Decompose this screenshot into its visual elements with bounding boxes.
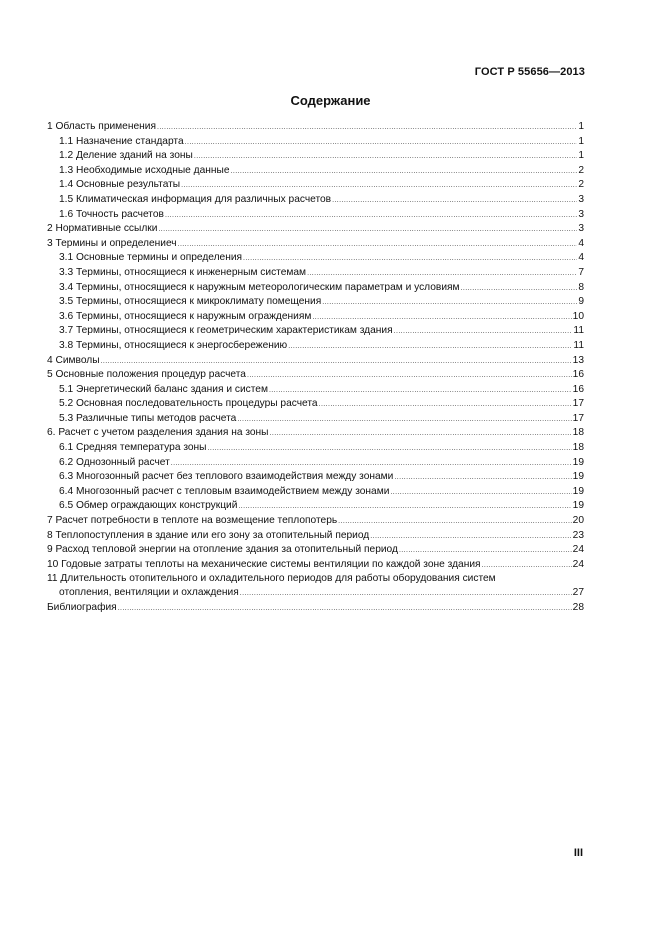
dot-leader xyxy=(332,194,577,208)
toc-page-number: 19 xyxy=(572,500,584,512)
toc-page-number: 8 xyxy=(578,281,584,293)
toc-entry-text: 1.5 Климатическая информация для различных расчетов xyxy=(59,193,332,205)
toc-entry[interactable] xyxy=(47,208,584,223)
toc-entry-text: 1.6 Точность расчетов xyxy=(59,208,164,220)
toc-entry[interactable] xyxy=(47,412,584,427)
toc-entry[interactable] xyxy=(47,601,584,616)
dot-leader xyxy=(394,325,573,339)
toc-page-number: 19 xyxy=(572,456,584,468)
toc-page-number: 20 xyxy=(572,515,584,527)
dot-leader xyxy=(370,530,571,544)
toc-entry[interactable] xyxy=(47,120,584,135)
toc-page-number: 23 xyxy=(572,529,584,541)
toc-page-number: 17 xyxy=(572,398,584,410)
table-of-contents xyxy=(47,120,584,615)
toc-page-number: 1 xyxy=(578,121,584,132)
dot-leader xyxy=(338,515,571,529)
toc-entry[interactable] xyxy=(47,485,584,500)
toc-entry[interactable] xyxy=(47,354,584,369)
dot-leader xyxy=(322,296,577,310)
toc-page-number: 19 xyxy=(572,485,584,497)
toc-entry[interactable] xyxy=(47,193,584,208)
dot-leader xyxy=(178,238,578,252)
dot-leader xyxy=(101,355,572,369)
toc-entry-text: 8 Теплопоступления в здание или его зону за отопительный период xyxy=(47,529,370,541)
toc-entry[interactable] xyxy=(47,251,584,266)
dot-leader xyxy=(231,165,578,179)
toc-entry[interactable] xyxy=(47,426,584,441)
toc-entry-text: 4 Символы xyxy=(47,354,100,366)
toc-page-number: 28 xyxy=(572,601,584,613)
toc-entry-text: 3.3 Термины, относящиеся к инженерным системам xyxy=(59,266,307,278)
dot-leader xyxy=(288,340,572,354)
toc-entry[interactable] xyxy=(47,470,584,485)
page-title: Содержание xyxy=(290,93,371,108)
toc-entry-text: 5.1 Энергетический баланс здания и систем xyxy=(59,383,268,395)
toc-entry[interactable] xyxy=(47,222,584,237)
dot-leader xyxy=(118,602,572,616)
toc-entry-text: 6.2 Однозонный расчет xyxy=(59,456,170,468)
toc-page-number: 13 xyxy=(572,354,584,366)
toc-page-number: 3 xyxy=(578,193,584,205)
toc-entry[interactable] xyxy=(47,310,584,325)
toc-entry[interactable] xyxy=(47,295,584,310)
toc-page-number: 9 xyxy=(578,296,584,308)
toc-page-number: 11 xyxy=(573,339,584,351)
dot-leader xyxy=(171,457,572,471)
dot-leader xyxy=(482,559,572,573)
dot-leader xyxy=(399,544,572,558)
toc-entry-text: 6.4 Многозонный расчет с тепловым взаимодействием между зонами xyxy=(59,485,390,497)
toc-entry-text: 3.1 Основные термины и определения xyxy=(59,252,243,264)
toc-entry[interactable] xyxy=(47,499,584,514)
dot-leader xyxy=(165,209,577,223)
toc-entry-text: 7 Расчет потребности в теплоте на возмещение теплопотерь xyxy=(47,515,338,527)
toc-entry[interactable] xyxy=(47,529,584,544)
toc-entry-text: 1.1 Назначение стандарта xyxy=(59,135,184,147)
dot-leader xyxy=(157,121,577,135)
toc-page-number: 4 xyxy=(578,252,584,264)
toc-entry-text: 3.7 Термины, относящиеся к геометрическим характеристикам здания xyxy=(59,325,393,337)
toc-page-number: 19 xyxy=(572,471,584,483)
dot-leader xyxy=(319,398,572,412)
toc-entry[interactable] xyxy=(47,456,584,471)
dot-leader xyxy=(181,179,577,193)
dot-leader xyxy=(307,267,577,281)
toc-page-number: 3 xyxy=(578,208,584,220)
toc-entry[interactable] xyxy=(47,397,584,412)
dot-leader xyxy=(394,471,571,485)
toc-page-number: 3 xyxy=(578,223,584,235)
toc-entry-text: 3.5 Термины, относящиеся к микроклимату помещения xyxy=(59,296,322,308)
toc-entry-text: 1.2 Деление зданий на зоны xyxy=(59,150,193,162)
toc-entry-text: 3.6 Термины, относящиеся к наружным ограждениям xyxy=(59,310,312,322)
toc-page-number: 18 xyxy=(572,442,584,454)
toc-entry[interactable] xyxy=(47,149,584,164)
toc-page-number: 24 xyxy=(572,544,584,556)
toc-page-number: 16 xyxy=(572,369,584,381)
toc-entry-text: 5.2 Основная последовательность процедуры расчета xyxy=(59,398,318,410)
toc-entry-text: 3.4 Термины, относящиеся к наружным метеорологическим параметрам и условиям xyxy=(59,281,460,293)
toc-entry[interactable] xyxy=(47,164,584,179)
toc-entry-text: 6. Расчет с учетом разделения здания на зоны xyxy=(47,427,269,439)
toc-page-number: 2 xyxy=(578,179,584,191)
dot-leader xyxy=(208,442,572,456)
toc-page-number: 1 xyxy=(578,135,584,147)
standard-designation: ГОСТ Р 55656—2013 xyxy=(474,66,585,78)
toc-entry[interactable] xyxy=(47,441,584,456)
dot-leader xyxy=(270,427,572,441)
toc-page-number: 17 xyxy=(572,412,584,424)
toc-page-number: 2 xyxy=(578,164,584,176)
dot-leader xyxy=(185,136,578,150)
toc-page-number: 7 xyxy=(578,266,584,278)
toc-entry-text: 6.5 Обмер ограждающих конструкций xyxy=(59,500,238,512)
toc-entry-text: 6.3 Многозонный расчет без теплового взаимодействия между зонами xyxy=(59,471,394,483)
toc-entry[interactable] xyxy=(47,281,584,296)
toc-entry-text: 6.1 Средняя температура зоны xyxy=(59,442,207,454)
toc-entry[interactable] xyxy=(47,543,584,558)
toc-page-number: 1 xyxy=(578,150,584,162)
dot-leader xyxy=(158,223,577,237)
dot-leader xyxy=(238,500,571,514)
dot-leader xyxy=(243,252,577,266)
toc-entry-text: 5 Основные положения процедур расчета xyxy=(47,369,246,381)
toc-entry-text: 1.3 Необходимые исходные данные xyxy=(59,164,230,176)
toc-entry-text: 1.4 Основные результаты xyxy=(59,179,181,191)
toc-entry-text: 11 Длительность отопительного и охладительного периодов для работы оборудования систем xyxy=(47,573,496,585)
toc-entry[interactable] xyxy=(47,558,584,573)
toc-entry-text: Библиография xyxy=(47,601,117,613)
dot-leader xyxy=(237,413,571,427)
toc-page-number: 11 xyxy=(573,325,584,337)
toc-entry-text: 2 Нормативные ссылки xyxy=(47,223,158,235)
dot-leader xyxy=(461,282,578,296)
toc-entry[interactable] xyxy=(47,383,584,398)
toc-page-number: 24 xyxy=(572,558,584,570)
page-number: III xyxy=(573,847,583,859)
toc-entry-text: 1 Область применения xyxy=(47,121,156,132)
dot-leader xyxy=(240,587,572,601)
dot-leader xyxy=(194,150,577,164)
toc-entry[interactable] xyxy=(47,266,584,281)
toc-entry-text: 3.8 Термины, относящиеся к энергосбережению xyxy=(59,339,288,351)
toc-entry[interactable] xyxy=(47,324,584,339)
toc-page-number: 16 xyxy=(572,383,584,395)
toc-entry[interactable] xyxy=(47,339,584,354)
toc-page-number: 27 xyxy=(572,587,584,598)
toc-entry[interactable] xyxy=(47,135,584,150)
toc-entry[interactable] xyxy=(47,572,584,600)
toc-page-number: 18 xyxy=(572,427,584,439)
toc-page-number: 4 xyxy=(578,237,584,249)
toc-entry-text-continued: отопления, вентиляции и охлаждения xyxy=(59,587,239,598)
dot-leader xyxy=(390,486,571,500)
toc-entry-text: 10 Годовые затраты теплоты на механические системы вентиляции по каждой зоне здания xyxy=(47,558,481,570)
toc-entry-text: 5.3 Различные типы методов расчета xyxy=(59,412,237,424)
toc-entry[interactable] xyxy=(47,514,584,529)
dot-leader xyxy=(269,384,572,398)
toc-page-number: 10 xyxy=(572,310,584,322)
toc-entry-text: 3 Термины и определениеч xyxy=(47,237,177,249)
toc-entry[interactable] xyxy=(47,368,584,383)
dot-leader xyxy=(312,311,571,325)
dot-leader xyxy=(247,369,572,383)
toc-entry[interactable] xyxy=(47,237,584,252)
toc-entry[interactable] xyxy=(47,178,584,193)
toc-entry-text: 9 Расход тепловой энергии на отопление здания за отопительный период xyxy=(47,544,398,556)
